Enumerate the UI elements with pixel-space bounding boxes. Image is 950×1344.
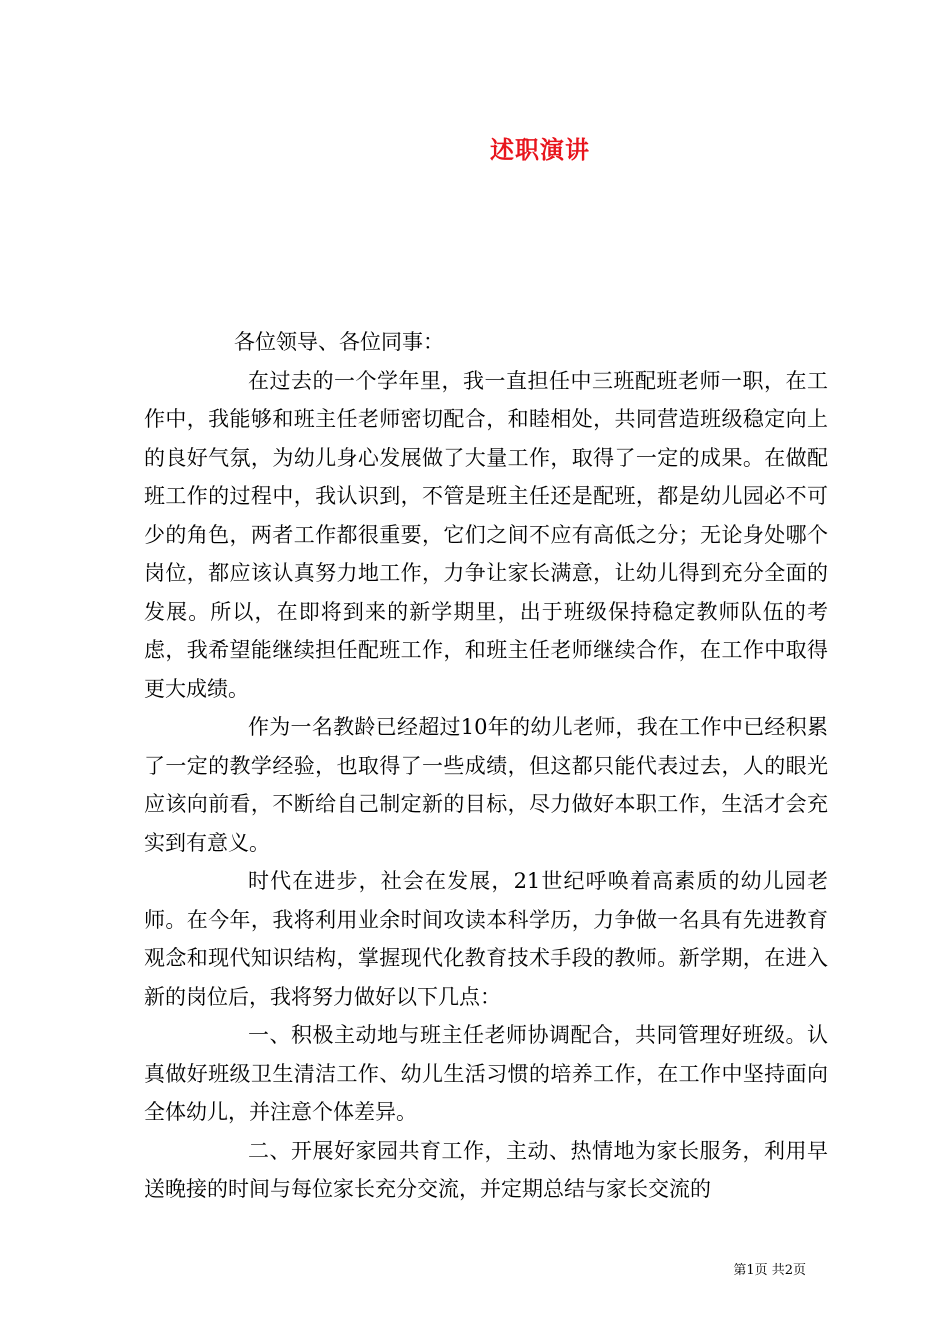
paragraph-2: 作为一名教龄已经超过10年的幼儿老师，我在工作中已经积累了一定的教学经验，也取得了一些成绩，但这都只能代表过去，人的眼光应该向前看，不断给自己制定新的目标，尽力做好本职工作，生活才会充实到有意义。 bbox=[144, 715, 828, 855]
paragraph-4: 一、积极主动地与班主任老师协调配合，共同管理好班级。认真做好班级卫生清洁工作、幼儿生活习惯的培养工作，在工作中坚持面向全体幼儿，并注意个体差异。 bbox=[144, 1023, 828, 1124]
salutation: 各位领导、各位同事： bbox=[234, 330, 444, 354]
paragraph-1: 在过去的一个学年里，我一直担任中三班配班老师一职，在工作中，我能够和班主任老师密切配合，和睦相处，共同营造班级稳定向上的良好气氛，为幼儿身心发展做了大量工作，取得了一定的成果。在做配班工作的过程中，我认识到，不管是班主任还是配班，都是幼儿园必不可少的角色，两者工作都很重要，它们之间不应有高低之分；无论身处哪个岗位，都应该认真努力地工作，力争让家长满意，让幼儿得到充分全面的发展。所以，在即将到来的新学期里，出于班级保持稳定教师队伍的考虑，我希望能继续担任配班工作，和班主任老师继续合作，在工作中取得更大成绩。 bbox=[144, 368, 828, 701]
paragraph-5: 二、开展好家园共育工作，主动、热情地为家长服务，利用早送晚接的时间与每位家长充分交流，并定期总结与家长交流的 bbox=[144, 1138, 828, 1201]
document-body bbox=[144, 323, 828, 1209]
paragraph-3: 时代在进步，社会在发展，21世纪呼唤着高素质的幼儿园老师。在今年，我将利用业余时间攻读本科学历，力争做一名具有先进教育观念和现代知识结构，掌握现代化教育技术手段的教师。新学期，在进入新的岗位后，我将努力做好以下几点： bbox=[144, 869, 828, 1009]
page-number-footer: 第1页 共2页 bbox=[733, 1263, 806, 1278]
document-title: 述职演讲 bbox=[490, 136, 590, 164]
